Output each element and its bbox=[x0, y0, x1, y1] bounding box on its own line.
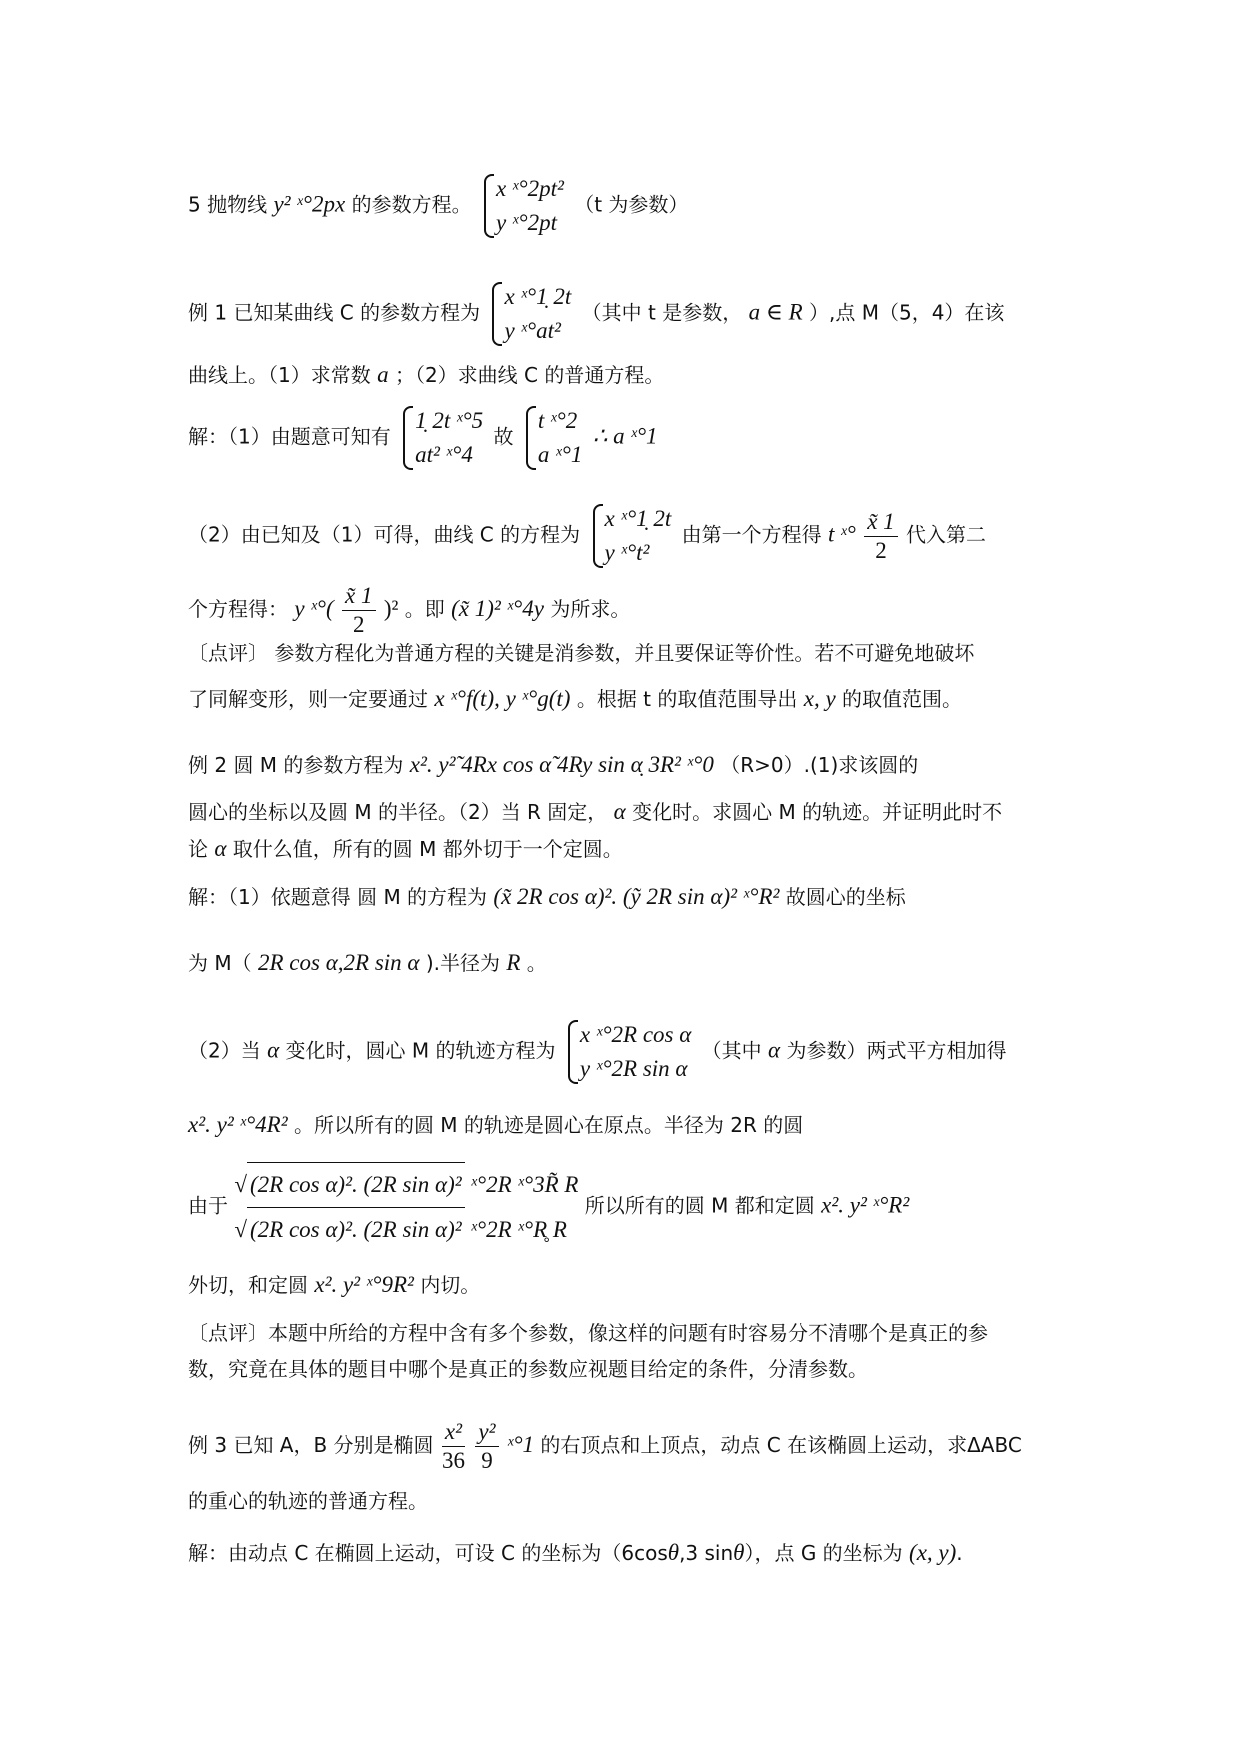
math: )² bbox=[383, 596, 399, 621]
text: 的重心的轨迹的普通方程。 bbox=[188, 1489, 428, 1513]
equation-system bbox=[591, 502, 672, 570]
math: θ bbox=[733, 1540, 745, 1565]
text: 论 bbox=[188, 837, 208, 861]
text: 取什么值，所有的圆 M 都外切于一个定圆。 bbox=[232, 837, 623, 861]
math: y ˣ°t² bbox=[604, 540, 650, 565]
numerator: x̃ 1 bbox=[342, 582, 375, 611]
radical-row: √ (2R cos α)². (2R sin α)² ˣ°2R ˣ°R̥ R bbox=[234, 1207, 578, 1252]
text: 为 M（ bbox=[188, 951, 252, 975]
text: 解：由动点 C 在椭圆上运动，可设 C 的坐标为（6cos bbox=[188, 1541, 668, 1565]
text: 例 2 圆 M 的参数方程为 bbox=[188, 753, 404, 777]
review-1 bbox=[188, 636, 1053, 670]
numerator: y² bbox=[475, 1418, 498, 1447]
text: （t 为参数） bbox=[574, 192, 689, 217]
text: 变化时，圆心 M 的轨迹方程为 bbox=[285, 1038, 556, 1063]
math: x ˣ°f(t), y ˣ°g(t) bbox=[434, 686, 571, 711]
math: x, y bbox=[803, 686, 836, 711]
text: （R>0）.(1)求该圆的 bbox=[720, 753, 919, 777]
text: 〔点评〕本题中所给的方程中含有多个参数，像这样的问题有时容易分不清哪个是真正的参 bbox=[188, 1321, 988, 1345]
math: (2R cos α)². (2R sin α)² bbox=[247, 1207, 465, 1252]
math: α bbox=[214, 836, 227, 861]
denominator: 2 bbox=[353, 612, 365, 637]
solution-3 bbox=[188, 880, 1053, 914]
denominator: 9 bbox=[481, 1448, 493, 1473]
math: y ˣ°2R sin α bbox=[579, 1056, 688, 1081]
math: ˣ°1 bbox=[506, 1432, 535, 1457]
text: 的取值范围。 bbox=[842, 687, 963, 711]
text: 。根据 t 的取值范围导出 bbox=[576, 687, 798, 711]
solution-4 bbox=[188, 1018, 1053, 1086]
math: x². y² ˣ°9R² bbox=[314, 1272, 414, 1297]
text: （其中 bbox=[701, 1038, 762, 1063]
solution-6 bbox=[188, 1162, 1053, 1252]
solution-3-cont bbox=[188, 946, 1053, 980]
math: a ∈ R bbox=[748, 299, 803, 325]
example-1 bbox=[188, 280, 1053, 348]
fraction bbox=[864, 508, 897, 565]
numerator: x̃ 1 bbox=[864, 508, 897, 537]
math: R bbox=[506, 950, 521, 975]
text: 变化时。求圆心 M 的轨迹。并证明此时不 bbox=[632, 800, 1003, 824]
text: ）,点 M（5，4）在该 bbox=[809, 300, 1005, 325]
text: 由第一个方程得 bbox=[681, 522, 822, 547]
math: α bbox=[768, 1037, 781, 1063]
radical-stack bbox=[234, 1162, 578, 1252]
equation-system bbox=[566, 1018, 691, 1086]
text: ；（2）求曲线 C 的普通方程。 bbox=[394, 363, 665, 387]
math: (x̃ 2R cos α)². (ỹ 2R sin α)² ˣ°R² bbox=[493, 884, 780, 909]
text: 解：（1）依题意得 圆 M 的方程为 bbox=[188, 885, 488, 909]
radical-row: √ (2R cos α)². (2R sin α)² ˣ°2R ˣ°3R̃ R bbox=[234, 1162, 578, 1207]
solution-2-cont bbox=[188, 582, 1053, 639]
text: 故圆心的坐标 bbox=[785, 885, 906, 909]
equation-system bbox=[524, 404, 582, 472]
text: 外切，和定圆 bbox=[188, 1273, 308, 1297]
solution-7 bbox=[188, 1268, 1053, 1302]
math: θ bbox=[667, 1540, 680, 1565]
example-2 bbox=[188, 748, 1053, 782]
text: 为所求。 bbox=[550, 597, 631, 621]
fraction bbox=[342, 582, 375, 639]
math: x². y²̃ 4Rx cos α̃ 4Ry sin α̣ 3R² ˣ°0 bbox=[409, 752, 714, 777]
text: 内切。 bbox=[420, 1273, 481, 1297]
text: 。所以所有的圆 M 的轨迹是圆心在原点。半径为 2R 的圆 bbox=[293, 1113, 804, 1137]
math: y ˣ°( bbox=[294, 596, 334, 621]
review-1-cont bbox=[188, 682, 1053, 716]
math: a bbox=[377, 362, 389, 387]
text: 例 1 已知某曲线 C 的参数方程为 bbox=[188, 300, 481, 325]
denominator: 36 bbox=[441, 1448, 465, 1473]
denominator: 2 bbox=[875, 537, 887, 563]
text: 〔点评〕 参数方程化为普通方程的关键是消参数，并且要保证等价性。若不可避免地破坏 bbox=[188, 641, 975, 665]
math: a ˣ°1 bbox=[537, 442, 583, 467]
equation-system bbox=[401, 404, 483, 472]
example-3-cont bbox=[188, 1484, 1053, 1518]
text: 了同解变形，则一定要通过 bbox=[188, 687, 428, 711]
example-2-cont bbox=[188, 795, 1053, 829]
math: y ˣ°at² bbox=[504, 318, 561, 343]
example-1-cont bbox=[188, 358, 1053, 392]
text: （2）当 bbox=[188, 1038, 261, 1063]
example-2-cont2 bbox=[188, 832, 1053, 866]
text: （其中 t 是参数， bbox=[581, 300, 743, 325]
math: y ˣ°2pt bbox=[495, 210, 557, 235]
math: 2R cos α,2R sin α bbox=[257, 950, 420, 975]
text: ），点 G 的坐标为 bbox=[744, 1541, 903, 1565]
example-3 bbox=[188, 1418, 1053, 1475]
text: 解：（1）由题意可知有 bbox=[188, 424, 391, 449]
math: (x, y) bbox=[909, 1540, 957, 1565]
parabola-line bbox=[188, 172, 1053, 240]
math: α bbox=[613, 799, 626, 824]
text: . bbox=[956, 1541, 963, 1565]
fraction bbox=[442, 1418, 465, 1475]
math: at² ˣ°4 bbox=[415, 442, 473, 467]
math: x ˣ°2pt² bbox=[495, 176, 564, 201]
solution-2 bbox=[188, 502, 1053, 570]
text: 数，究竟在具体的题目中哪个是真正的参数应视题目给定的条件，分清参数。 bbox=[188, 1357, 868, 1381]
math: x². y² ˣ°R² bbox=[821, 1192, 910, 1218]
math: 1̣ 2t ˣ°5 bbox=[415, 408, 484, 433]
text: 故 bbox=[493, 424, 514, 449]
equation-system bbox=[490, 280, 571, 348]
math: (2R cos α)². (2R sin α)² bbox=[247, 1162, 465, 1207]
text: 的参数方程。 bbox=[351, 192, 472, 217]
review-2 bbox=[188, 1316, 1053, 1350]
math: y² ˣ°2px bbox=[273, 191, 346, 217]
text: 。 bbox=[526, 951, 547, 975]
equation-system bbox=[482, 172, 564, 240]
fraction bbox=[475, 1418, 498, 1475]
text: 的右顶点和上顶点，动点 C 在该椭圆上运动，求ΔABC bbox=[540, 1433, 1022, 1457]
text: 曲线上。（1）求常数 bbox=[188, 363, 371, 387]
math: x ˣ°1̣ 2t bbox=[504, 284, 572, 309]
math: t ˣ°2 bbox=[537, 408, 578, 433]
text: 5 抛物线 bbox=[188, 192, 268, 217]
numerator: x² bbox=[442, 1418, 465, 1447]
text: 圆心的坐标以及圆 M 的半径。（2）当 R 固定， bbox=[188, 800, 608, 824]
solution-1 bbox=[188, 404, 1053, 472]
solution-8 bbox=[188, 1536, 1053, 1570]
text: 个方程得： bbox=[188, 597, 288, 621]
math: x². y² ˣ°4R² bbox=[188, 1112, 288, 1137]
text: 所以所有的圆 M 都和定圆 bbox=[584, 1193, 815, 1218]
math: t ˣ° bbox=[828, 521, 856, 547]
text: 为参数）两式平方相加得 bbox=[786, 1038, 1007, 1063]
text: ).半径为 bbox=[425, 951, 501, 975]
text: （2）由已知及（1）可得，曲线 C 的方程为 bbox=[188, 522, 581, 547]
text: 。即 bbox=[404, 597, 445, 621]
math: x ˣ°1̣ 2t bbox=[604, 506, 672, 531]
text: ,3 sin bbox=[679, 1541, 734, 1565]
review-2-cont bbox=[188, 1352, 1053, 1386]
math: ∴ a ˣ°1 bbox=[592, 423, 658, 449]
math: (x̃ 1)² ˣ°4y bbox=[451, 596, 544, 621]
solution-5 bbox=[188, 1108, 1053, 1142]
math: ˣ°2R ˣ°R̥ R bbox=[464, 1217, 567, 1242]
text: 代入第二 bbox=[906, 522, 987, 547]
math: ˣ°2R ˣ°3R̃ R bbox=[464, 1172, 579, 1197]
text: 例 3 已知 A，B 分别是椭圆 bbox=[188, 1433, 434, 1457]
math: α bbox=[267, 1037, 280, 1063]
math: x ˣ°2R cos α bbox=[579, 1022, 692, 1047]
text: 由于 bbox=[188, 1193, 228, 1218]
